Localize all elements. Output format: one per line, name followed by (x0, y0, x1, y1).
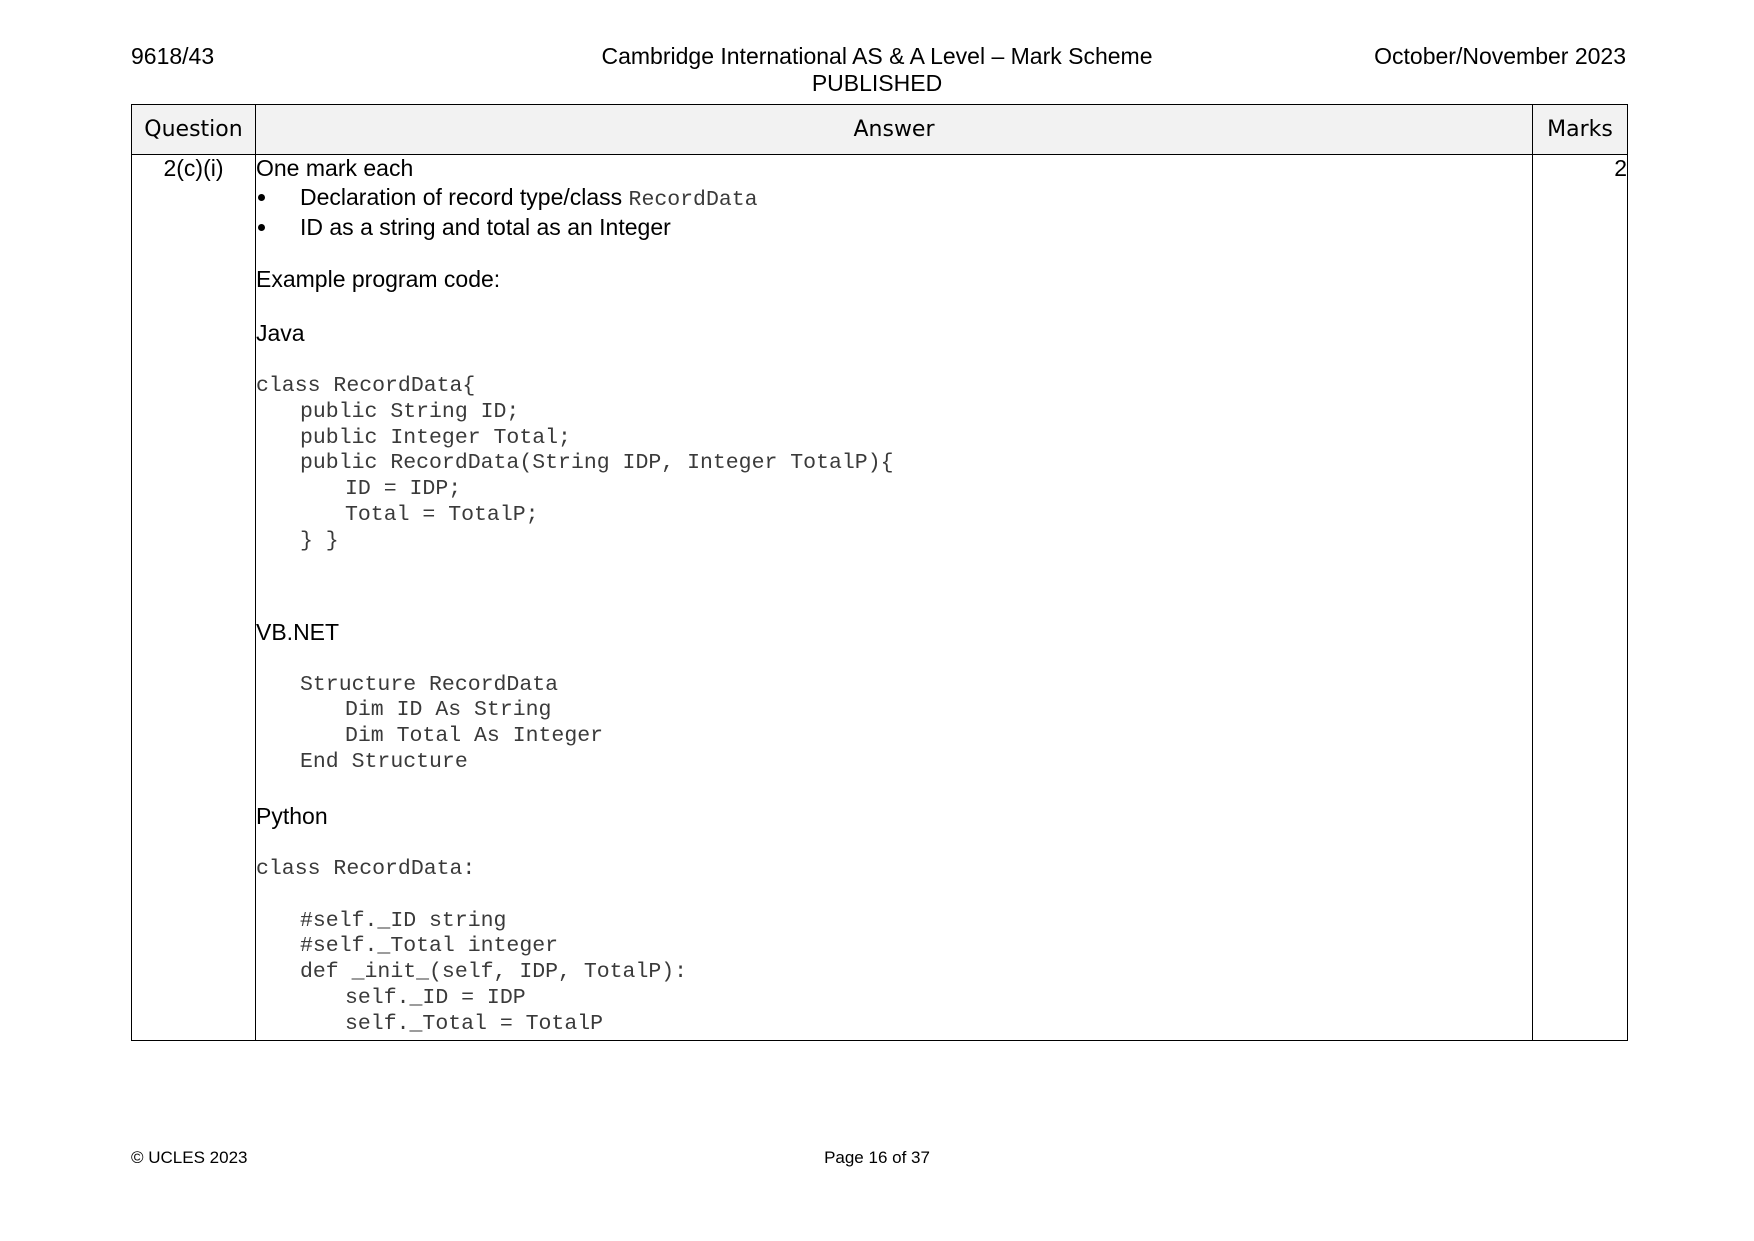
page-number: Page 16 of 37 (824, 1148, 930, 1167)
bullet-text: Declaration of record type/class (300, 184, 629, 210)
table-header-row (132, 105, 1628, 155)
column-header-marks: Marks (1533, 105, 1628, 155)
python-code-block (256, 857, 1532, 1038)
vbnet-code-block (256, 673, 1532, 776)
code-line: Structure RecordData (300, 672, 559, 697)
code-line: End Structure (300, 749, 468, 774)
code-line: Dim ID As String (345, 698, 552, 723)
java-label: Java (256, 320, 305, 346)
question-number: 2(c)(i) (132, 155, 256, 1041)
code-line: public String ID; (300, 399, 520, 424)
bullet-item (256, 182, 1532, 212)
code-line: def _init_(self, IDP, TotalP): (300, 960, 688, 985)
code-line: public RecordData(String IDP, Integer TotalP){ (300, 451, 894, 476)
answer-intro: One mark each (256, 155, 414, 181)
table-row (132, 155, 1628, 1041)
code-line: class RecordData: (256, 856, 476, 881)
exam-session: October/November 2023 (1374, 43, 1626, 69)
bullet-text: ID as a string and total as an Integer (300, 214, 671, 240)
vbnet-label: VB.NET (256, 618, 340, 645)
code-line: self._Total = TotalP (345, 1011, 604, 1036)
code-line: class RecordData{ (256, 374, 476, 398)
java-code-block (256, 374, 1532, 555)
code-line: #self._Total integer (300, 934, 559, 959)
code-line: #self._ID string (300, 908, 507, 933)
example-label: Example program code: (256, 266, 501, 292)
answer-cell (256, 155, 1533, 1041)
code-line: Dim Total As Integer (345, 724, 604, 749)
marks-value: 2 (1533, 155, 1628, 1041)
title-line: Cambridge International AS & A Level – Mark Scheme (601, 43, 1153, 69)
bullet-item (256, 212, 1532, 242)
code-line: ID = IDP; (345, 477, 462, 502)
mark-scheme-table (131, 104, 1628, 1041)
code-line: public Integer Total; (300, 425, 571, 450)
subtitle-line: PUBLISHED (811, 70, 943, 96)
python-label: Python (256, 802, 328, 829)
bullet-code: RecordData (628, 188, 758, 212)
column-header-question: Question (132, 105, 256, 155)
code-line: self._ID = IDP (345, 985, 526, 1010)
copyright-notice: © UCLES 2023 (131, 1148, 248, 1167)
paper-code: 9618/43 (131, 43, 215, 69)
column-header-answer: Answer (256, 105, 1533, 155)
code-line: Total = TotalP; (345, 502, 539, 527)
code-line: } } (300, 528, 339, 553)
